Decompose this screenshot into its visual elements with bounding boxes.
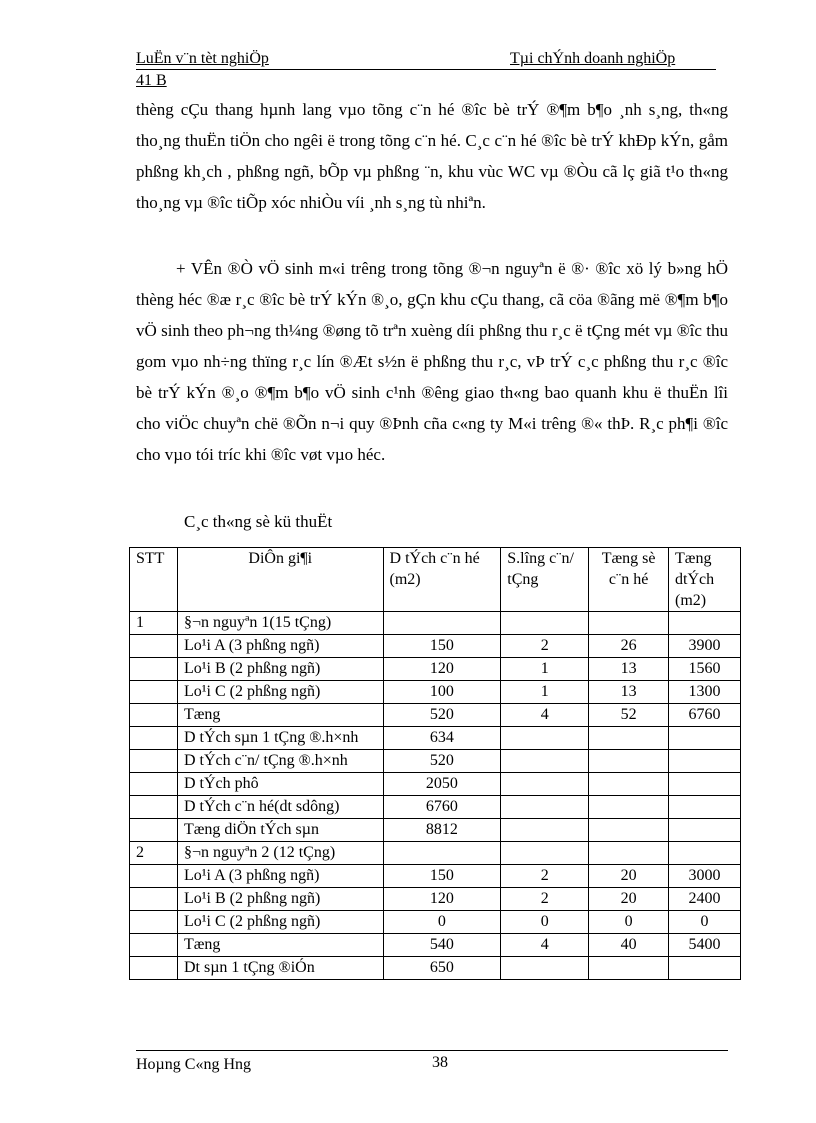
- table-cell: [130, 911, 178, 934]
- table-cell: [501, 727, 589, 750]
- table-row: [130, 681, 741, 704]
- table-row: [130, 819, 741, 842]
- table-cell: 4: [501, 934, 589, 957]
- table-cell: [669, 750, 741, 773]
- table-cell: 520: [383, 704, 501, 727]
- table-cell: 540: [383, 934, 501, 957]
- table-cell: 2: [130, 842, 178, 865]
- table-cell: 20: [589, 888, 669, 911]
- table-row: [130, 750, 741, 773]
- footer-author: Hoµng C«ng Hng: [136, 1056, 251, 1073]
- table-cell: Lo¹i C (2 phßng ngñ): [177, 681, 383, 704]
- table-row: [130, 934, 741, 957]
- table-cell: Lo¹i B (2 phßng ngñ): [177, 888, 383, 911]
- table-row: [130, 842, 741, 865]
- table-cell: [130, 750, 178, 773]
- header-total-area: Tæng dtÝch (m2): [669, 548, 741, 612]
- table-cell: [130, 888, 178, 911]
- header-description: DiÔn gi¶i: [177, 548, 383, 612]
- table-cell: [130, 681, 178, 704]
- table-cell: [589, 842, 669, 865]
- table-cell: [669, 819, 741, 842]
- table-cell: 40: [589, 934, 669, 957]
- table-cell: 1560: [669, 658, 741, 681]
- table-cell: [589, 773, 669, 796]
- table-cell: [589, 750, 669, 773]
- table-cell: 6760: [383, 796, 501, 819]
- table-row: [130, 796, 741, 819]
- table-cell: 1300: [669, 681, 741, 704]
- header-stt: STT: [130, 548, 178, 612]
- table-cell: [501, 957, 589, 980]
- body-paragraph-1: thèng cÇu thang hµnh lang vµo tõng c¨n hé ®îc bè trÝ ®¶m b¶o ¸nh s¸ng, th«ng tho¸ng thuËn tiÖn cho ngêi ë trong tõng c¨n hé. C¸c c¨n hé ®îc bè trÝ khÐp kÝn, gåm phßng kh¸ch , phßng ngñ, bÕp vµ phßng ¨n, khu vùc WC vµ ®Òu cã lç giã t¹o th«ng tho¸ng vµ ®îc tiÕp xóc nhiÒu víi ¸nh s¸ng tù nhiªn.: [136, 100, 728, 212]
- table-cell: [501, 796, 589, 819]
- table-cell: 0: [669, 911, 741, 934]
- table-cell: 52: [589, 704, 669, 727]
- table-cell: Tæng diÖn tÝch sµn: [177, 819, 383, 842]
- table-cell: [669, 957, 741, 980]
- table-row: [130, 911, 741, 934]
- table-cell: 1: [130, 612, 178, 635]
- table-row: [130, 957, 741, 980]
- table-cell: [589, 819, 669, 842]
- table-cell: 6760: [669, 704, 741, 727]
- table-row: [130, 865, 741, 888]
- table-cell: [589, 796, 669, 819]
- table-cell: 1: [501, 658, 589, 681]
- table-caption: C¸c th«ng sè kü thuËt: [184, 512, 333, 531]
- table-cell: [130, 796, 178, 819]
- table-cell: §¬n nguyªn 2 (12 tÇng): [177, 842, 383, 865]
- header-units-per-floor: S.lîng c¨n/ tÇng: [501, 548, 589, 612]
- table-cell: 2: [501, 888, 589, 911]
- table-cell: [589, 957, 669, 980]
- table-cell: [130, 635, 178, 658]
- table-cell: D tÝch phô: [177, 773, 383, 796]
- table-cell: Lo¹i A (3 phßng ngñ): [177, 635, 383, 658]
- table-cell: [130, 957, 178, 980]
- table-row: [130, 888, 741, 911]
- table-cell: 0: [501, 911, 589, 934]
- table-cell: 2: [501, 635, 589, 658]
- header-left-title: LuËn v¨n tèt nghiÖp: [136, 50, 269, 67]
- table-cell: 120: [383, 888, 501, 911]
- header-unit-area: D tÝch c¨n hé (m2): [383, 548, 501, 612]
- table-cell: [501, 750, 589, 773]
- table-cell: 2: [501, 865, 589, 888]
- table-cell: [501, 773, 589, 796]
- header-rule: [136, 69, 716, 70]
- table-header-row: [130, 548, 741, 612]
- header-total-units: Tæng sè c¨n hé: [589, 548, 669, 612]
- table-cell: [669, 773, 741, 796]
- header-right-title: Tµi chÝnh doanh nghiÖp: [510, 50, 676, 67]
- table-row: [130, 635, 741, 658]
- table-cell: 100: [383, 681, 501, 704]
- table-cell: 150: [383, 635, 501, 658]
- table-cell: [589, 727, 669, 750]
- table-cell: 26: [589, 635, 669, 658]
- header-class: 41 B: [136, 72, 167, 89]
- table-cell: [130, 658, 178, 681]
- body-paragraph-2: + VÊn ®Ò vÖ sinh m«i trêng trong tõng ®¬n nguyªn ë ®· ®îc xö lý b»ng hÖ thèng héc ®æ r¸c ®îc bè trÝ kÝn ®¸o, gÇn khu cÇu thang, cã cöa ®ãng më ®¶m b¶o vÖ sinh theo ph¬ng th¼ng ®øng tõ trªn xuèng díi phßng thu r¸c ë tÇng mét vµ ®îc thu gom vµo nh÷ng thïng r¸c lín ®Æt s½n ë phßng thu r¸c, vÞ trÝ c¸c phßng thu r¸c ®îc bè trÝ kÝn ®¸o ®¶m b¶o vÖ sinh c¹nh ®êng giao th«ng bao quanh khu ë thuËn lîi cho viÖc chuyªn chë ®Õn n¬i quy ®Þnh cña c«ng ty M«i trêng ®« thÞ. R¸c ph¶i ®îc cho vµo tói tríc khi ®îc vøt vµo héc.: [136, 259, 728, 464]
- table-cell: Lo¹i C (2 phßng ngñ): [177, 911, 383, 934]
- table-row: [130, 704, 741, 727]
- table-cell: 3900: [669, 635, 741, 658]
- table-cell: 120: [383, 658, 501, 681]
- table-cell: [383, 842, 501, 865]
- spec-table: [129, 547, 741, 980]
- table-cell: 520: [383, 750, 501, 773]
- table-cell: 13: [589, 681, 669, 704]
- table-cell: D tÝch c¨n/ tÇng ®.h×nh: [177, 750, 383, 773]
- table-cell: 0: [383, 911, 501, 934]
- page-number: 38: [432, 1054, 448, 1071]
- table-cell: 13: [589, 658, 669, 681]
- footer-rule: [136, 1050, 728, 1051]
- table-cell: [130, 819, 178, 842]
- table-cell: 650: [383, 957, 501, 980]
- table-cell: [130, 773, 178, 796]
- table-cell: [669, 612, 741, 635]
- table-cell: 2050: [383, 773, 501, 796]
- table-cell: [130, 934, 178, 957]
- table-cell: [130, 865, 178, 888]
- table-cell: [501, 819, 589, 842]
- table-row: [130, 612, 741, 635]
- table-cell: 0: [589, 911, 669, 934]
- table-cell: [669, 842, 741, 865]
- table-cell: 4: [501, 704, 589, 727]
- table-cell: [589, 612, 669, 635]
- table-row: [130, 727, 741, 750]
- table-cell: Dt sµn 1 tÇng ®iÓn: [177, 957, 383, 980]
- table-cell: Lo¹i B (2 phßng ngñ): [177, 658, 383, 681]
- table-cell: [383, 612, 501, 635]
- table-cell: 2400: [669, 888, 741, 911]
- table-cell: 634: [383, 727, 501, 750]
- table-cell: [130, 727, 178, 750]
- table-cell: [501, 612, 589, 635]
- table-cell: §¬n nguyªn 1(15 tÇng): [177, 612, 383, 635]
- table-cell: Tæng: [177, 934, 383, 957]
- table-cell: [501, 842, 589, 865]
- table-cell: 20: [589, 865, 669, 888]
- table-cell: 8812: [383, 819, 501, 842]
- table-cell: [130, 704, 178, 727]
- table-cell: [669, 727, 741, 750]
- table-cell: Lo¹i A (3 phßng ngñ): [177, 865, 383, 888]
- table-cell: 5400: [669, 934, 741, 957]
- table-cell: 3000: [669, 865, 741, 888]
- table-cell: D tÝch c¨n hé(dt sdông): [177, 796, 383, 819]
- table-cell: 150: [383, 865, 501, 888]
- table-row: [130, 658, 741, 681]
- table-cell: 1: [501, 681, 589, 704]
- table-row: [130, 773, 741, 796]
- table-cell: Tæng: [177, 704, 383, 727]
- table-cell: [669, 796, 741, 819]
- table-cell: D tÝch sµn 1 tÇng ®.h×nh: [177, 727, 383, 750]
